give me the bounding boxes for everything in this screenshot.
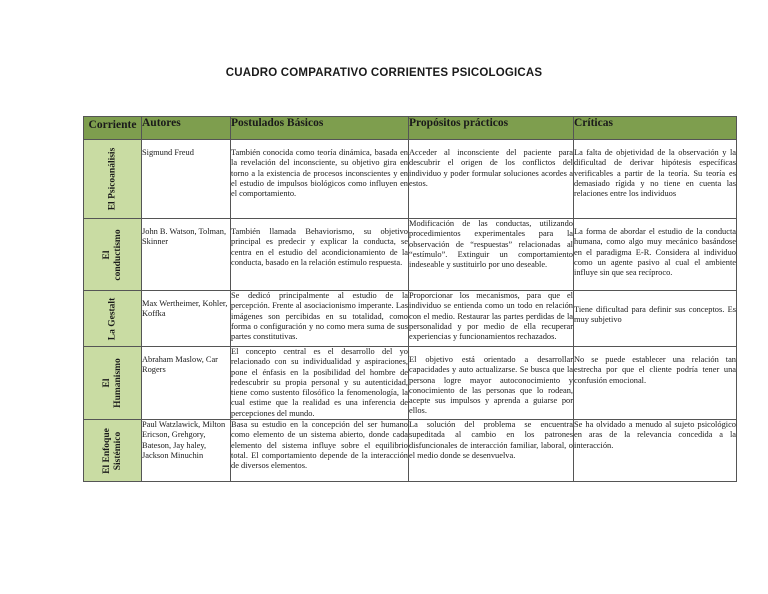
autores-cell: Sigmund Freud [142, 140, 231, 219]
corriente-label: La Gestalt [107, 297, 117, 340]
postulados-cell: Basa su estudio en la concepción del ser humano como elemento de un sistema abierto, donde cada elemento del sistema influye sobre el equilibrio total. El comportamiento depende de la interacción de diversos elementos. [231, 420, 409, 482]
table-row [84, 420, 737, 482]
header-corriente: Corriente [84, 117, 142, 140]
criticas-cell: La falta de objetividad de la observación y la dificultad de derivar hipótesis específicas verificables a partir de la teoría. Su teoría es demasiado rígida y no tiene en cuenta las relaciones entre los individuos [574, 140, 737, 219]
propositos-cell: Modificación de las conductas, utilizando procedimientos experimentales para la observación de “respuestas” relacionadas al “estímulo”. Extinguir un comportamiento indeseable y sustituirlo por uno deseable. [409, 219, 574, 291]
autores-cell: Paul Watzlawick, Milton Ericson, Grehgory, Bateson, Jay haley, Jackson Minuchin [142, 420, 231, 482]
autores-cell: Abraham Maslow, Car Rogers [142, 347, 231, 420]
autores-cell: John B. Watson, Tolman, Skinner [142, 219, 231, 291]
corriente-cell [84, 420, 142, 482]
criticas-cell: La forma de abordar el estudio de la conducta humana, como algo muy mecánico basándose en el paradigma E-R. Considera al individuo como un agente pasivo al cual el ambiente influye sin que sea recíproco. [574, 219, 737, 291]
comparison-table [83, 116, 737, 482]
corriente-label: El Psicoanálisis [107, 147, 117, 211]
page-title: CUADRO COMPARATIVO CORRIENTES PSICOLOGICAS [225, 67, 543, 79]
corriente-cell [84, 347, 142, 420]
propositos-cell: Proporcionar los mecanismos, para que el individuo se entienda como un todo en relación con el medio. Restaurar las partes perdidas de la personalidad y por medio de ella recuperar experiencias y funcionamientos rechazados. [409, 291, 574, 347]
table-row [84, 291, 737, 347]
table-row [84, 219, 737, 291]
propositos-cell: La solución del problema se encuentra supeditada al cambio en los patrones disfuncionales de interacción familiar, laboral, o el medio donde se desenvuelva. [409, 420, 574, 482]
corriente-cell [84, 291, 142, 347]
table-row [84, 140, 737, 219]
corriente-cell [84, 140, 142, 219]
propositos-cell: Acceder al inconsciente del paciente para descubrir el origen de los conflictos del individuo y poder formular soluciones acordes a estos. [409, 140, 574, 219]
postulados-cell: También llamada Behaviorismo, su objetivo principal es predecir y explicar la conducta, se centra en el estudio del acondicionamiento de la conducta, basado en la relación estímulo respuesta. [231, 219, 409, 291]
corriente-label: El conductismo [101, 228, 123, 281]
autores-cell: Max Wertheimer, Kohler, Koffka [142, 291, 231, 347]
table-row [84, 347, 737, 420]
corriente-label: El Enfoque Sistémico [101, 427, 123, 474]
criticas-cell: Tiene dificultad para definir sus conceptos. Es muy subjetivo [574, 291, 737, 347]
header-postulados: Postulados Básicos [231, 117, 409, 140]
header-criticas: Críticas [574, 117, 737, 140]
postulados-cell: También conocida como teoría dinámica, basada en la revelación del inconsciente, su objetivo gira en torno a la existencia de procesos inconscientes y en el estudio de impulsos biológicos como influyen en el comportamiento. [231, 140, 409, 219]
criticas-cell: No se puede establecer una relación tan estrecha por que el cliente podría tener una confusión emocional. [574, 347, 737, 420]
criticas-cell: Se ha olvidado a menudo al sujeto psicológico en aras de la relevancia concedida a la interacción. [574, 420, 737, 482]
table-header-row [84, 117, 737, 140]
postulados-cell: Se dedicó principalmente al estudio de la percepción. Frente al asociacionismo imperante. Las imágenes son percibidas en su totalidad, como forma o configuración y no como mera suma de sus partes constitutivas. [231, 291, 409, 347]
propositos-cell: El objetivo está orientado a desarrollar capacidades y auto actualizarse. Se busca que la persona logre mayor autoconocimiento y conocimiento de las personas que lo rodean, acepte sus impulsos y aprenda a guiarse por ellos. [409, 347, 574, 420]
corriente-label: El Humanismo [101, 358, 123, 408]
header-propositos: Propósitos prácticos [409, 117, 574, 140]
header-autores: Autores [142, 117, 231, 140]
corriente-cell [84, 219, 142, 291]
postulados-cell: El concepto central es el desarrollo del yo relacionado con su individualidad y aspiraciones, pone el énfasis en la posibilidad del hombre de redescubrir su propia personal y su autenticidad, tiene como sustento filosófico la fenomenología, la cual estime que la realidad es una inferencia de percepciones del mundo. [231, 347, 408, 418]
